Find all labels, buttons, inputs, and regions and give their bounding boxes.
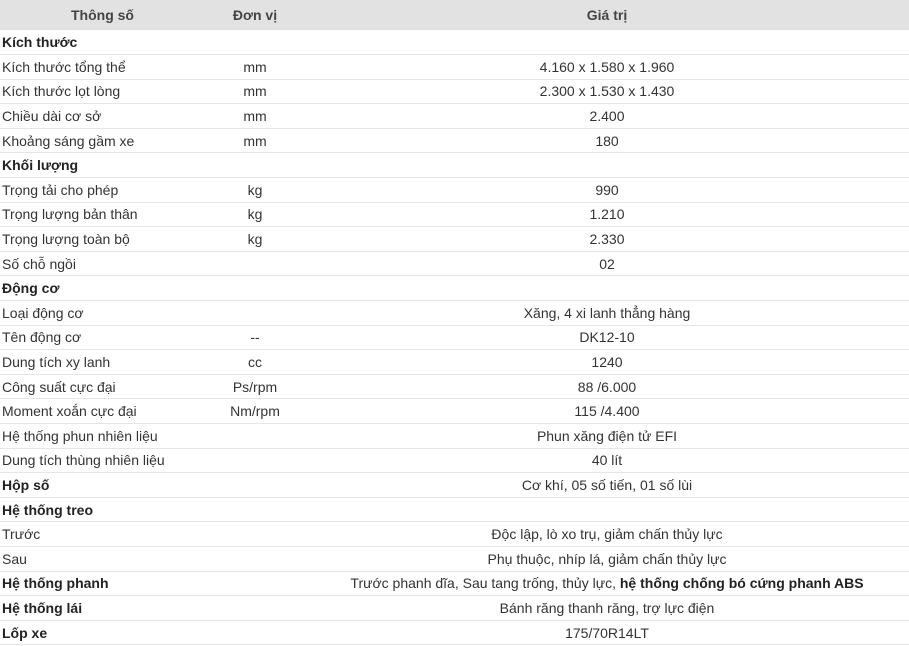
row-value-text: 1.210 [589,206,625,223]
row-unit [205,276,305,301]
row-name: Trọng tải cho phép [2,181,119,198]
table-row [0,325,909,350]
row-value-text: Bánh răng thanh răng, trợ lực điện [499,599,715,616]
header-row [0,0,909,30]
row-value-text: 4.160 x 1.580 x 1.960 [539,58,675,75]
row-unit: mm [243,132,267,149]
row-value [305,350,909,375]
row-value [305,497,909,522]
row-unit [205,620,305,645]
row-name: Hệ thống phanh [2,575,109,592]
row-value [305,522,909,547]
row-value [305,325,909,350]
section-row [0,596,909,621]
row-value-text: 40 lít [591,452,623,469]
row-unit: kg [247,206,263,223]
row-unit: mm [243,58,267,75]
row-value-text: 990 [595,181,619,198]
section-row [0,276,909,301]
row-value-text: 1240 [591,354,623,371]
row-value [305,79,909,104]
row-value [305,30,909,55]
row-name: Dung tích xy lanh [2,354,111,371]
row-unit [205,571,305,596]
row-value [305,251,909,276]
section-row [0,620,909,645]
row-value [305,128,909,153]
row-unit [205,448,305,473]
row-name: Hệ thống lái [2,599,83,616]
row-unit [205,546,305,571]
row-value [305,424,909,449]
row-name: Trọng lượng toàn bộ [2,231,130,248]
row-unit [205,301,305,326]
row-value-text: Cơ khí, 05 số tiến, 01 số lùi [521,476,693,493]
table-row [0,374,909,399]
row-value [305,374,909,399]
row-unit: mm [243,83,267,100]
row-value [305,448,909,473]
row-name: Moment xoắn cực đại [2,403,137,420]
row-value [305,596,909,621]
row-name: Lốp xe [2,624,48,641]
row-value-text: 2.300 x 1.530 x 1.430 [539,83,675,100]
row-name: Trọng lượng bản thân [2,206,138,223]
table-row [0,546,909,571]
row-value-text: 88 /6.000 [577,378,637,395]
table-row [0,399,909,424]
table-row [0,104,909,129]
table-body [0,30,909,645]
row-name: Dung tích thùng nhiên liệu [2,452,165,469]
header-value: Giá trị [586,7,628,23]
row-value [305,55,909,80]
row-value [305,546,909,571]
header-unit: Đơn vị [232,7,278,23]
table-row [0,79,909,104]
row-value-text: 115 /4.400 [574,403,640,420]
row-value [305,202,909,227]
row-unit: mm [243,108,267,125]
table-row [0,424,909,449]
row-unit [205,522,305,547]
row-name: Khối lượng [2,157,79,174]
row-value-text: 2.330 [589,231,625,248]
row-name: Khoảng sáng gầm xe [2,132,135,149]
table-row [0,178,909,203]
row-value [305,571,909,596]
row-value-text: 02 [599,255,615,272]
row-value [305,153,909,178]
row-name: Loại động cơ [2,304,84,321]
row-value-text: DK12-10 [579,329,635,346]
row-value [305,473,909,498]
table-row [0,301,909,326]
table-row [0,128,909,153]
row-name: Sau [2,550,27,567]
table-row [0,350,909,375]
row-name: Chiều dài cơ sở [2,108,102,125]
row-value [305,104,909,129]
row-value-text: Trước phanh dĩa, Sau tang trống, thủy lực, [350,575,620,592]
row-unit [205,497,305,522]
row-unit: kg [247,231,263,248]
section-row [0,473,909,498]
row-name: Tên động cơ [2,329,82,346]
table-row [0,448,909,473]
row-unit: Ps/rpm [232,378,278,395]
row-value-text: Phun xăng điện tử EFI [536,427,678,444]
row-name: Hộp số [2,476,50,493]
row-value-text: Phụ thuộc, nhíp lá, giảm chấn thủy lực [487,550,727,567]
row-value [305,301,909,326]
row-unit: Nm/rpm [230,403,280,420]
row-value [305,178,909,203]
table-row [0,55,909,80]
row-unit [205,251,305,276]
row-unit: -- [250,329,260,346]
row-value [305,620,909,645]
row-value-text: 175/70R14LT [565,624,649,641]
section-row [0,497,909,522]
row-name: Kích thước tổng thể [2,58,126,75]
header-param: Thông số [71,7,134,23]
row-value-text: Độc lập, lò xo trụ, giảm chấn thủy lực [491,526,723,543]
section-row [0,571,909,596]
row-name: Kích thước [2,34,78,51]
row-value-text: 180 [595,132,619,149]
row-unit [205,30,305,55]
row-value [305,276,909,301]
table-header [0,0,909,30]
row-name: Số chỗ ngồi [2,255,76,272]
row-unit [205,473,305,498]
row-value-text: 2.400 [589,108,625,125]
row-value-text: Xăng, 4 xi lanh thẳng hàng [523,304,691,321]
table-row [0,251,909,276]
row-unit [205,153,305,178]
row-name: Hệ thống treo [2,501,93,518]
table-row [0,522,909,547]
section-row [0,30,909,55]
table-row [0,202,909,227]
row-value [305,227,909,252]
row-name: Kích thước lọt lòng [2,83,121,100]
row-unit: kg [247,181,263,198]
row-name: Công suất cực đại [2,378,116,395]
row-value [305,399,909,424]
row-name: Trước [2,526,41,543]
row-name: Hệ thống phun nhiên liệu [2,427,158,444]
row-unit [205,424,305,449]
table-row [0,227,909,252]
row-value-bold: hệ thống chống bó cứng phanh ABS [619,575,864,592]
row-name: Động cơ [2,280,60,297]
row-unit [205,596,305,621]
row-unit: cc [248,354,262,371]
section-row [0,153,909,178]
